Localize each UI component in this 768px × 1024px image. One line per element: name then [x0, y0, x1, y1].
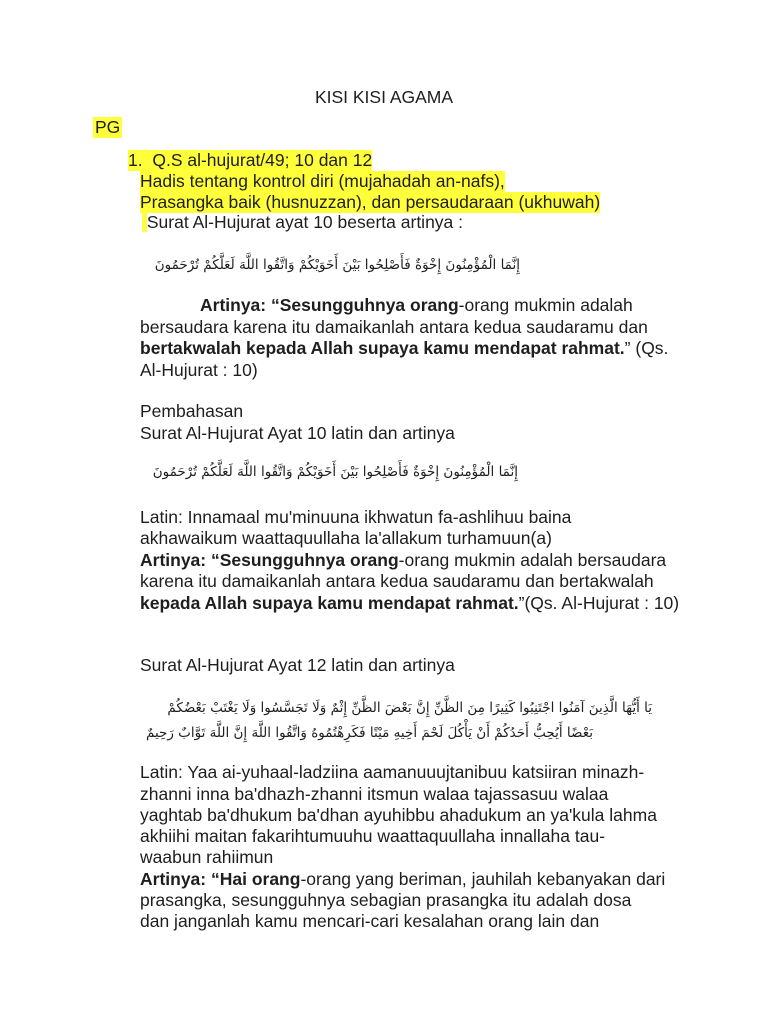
artinya3-line: [140, 869, 665, 890]
artinya1-line: bersaudara karena itu damaikanlah antara kedua saudaramu dan: [140, 317, 648, 337]
latin10-line: Latin: Innamaal mu'minuuna ikhwatun fa-ashlihuu baina: [140, 507, 572, 527]
artinya1-line: Al-Hujurat : 10): [140, 360, 258, 380]
latin12-line: akhiihi maitan fakarihtumuuhu waattaquullaha innallaha tau-: [140, 826, 606, 846]
latin10-line: akhawaikum waattaquullaha la'allakum turhamuun(a): [140, 528, 552, 548]
latin10-heading: Surat Al-Hujurat Ayat 10 latin dan artinya: [140, 423, 455, 443]
section-label-pg: PG: [95, 117, 121, 137]
surat10-heading: [142, 212, 463, 233]
topic-line: Prasangka baik (husnuzzan), dan persaudaraan (ukhuwah): [140, 192, 601, 212]
item1-heading: [128, 150, 372, 171]
artinya-bold: kepada Allah supaya kamu mendapat rahmat.: [140, 593, 519, 613]
artinya-text: ” (Qs.: [624, 338, 669, 358]
artinya-bold: bertakwalah kepada Allah supaya kamu mendapat rahmat.: [140, 338, 625, 358]
artinya-bold: Artinya: “Hai orang: [140, 869, 301, 889]
document-title: KISI KISI AGAMA: [314, 87, 454, 107]
surat10-heading-text: Surat Al-Hujurat ayat 10 beserta artinya :: [146, 212, 464, 232]
artinya-bold: Artinya: “Sesungguhnya orang: [140, 550, 399, 570]
artinya3-line: prasangka, sesungguhnya sebagian prasangka itu adalah dosa: [140, 890, 632, 910]
latin12-heading: Surat Al-Hujurat Ayat 12 latin dan artinya: [140, 655, 455, 675]
arabic-ayat10-repeat: إِنَّمَا الْمُؤْمِنُونَ إِخْوَةٌ فَأَصْلِحُوا بَيْنَ أَخَوَيْكُمْ وَاتَّقُوا اللَّهَ لَعَلَّكُمْ تُرْحَمُونَ: [152, 464, 518, 480]
artinya2-line: [140, 593, 679, 614]
arabic-ayat12-line: بَعْضًا أَيُحِبُّ أَحَدُكُمْ أَنْ يَأْكُلَ لَحْمَ أَخِيهِ مَيْتًا فَكَرِهْتُمُوهُ وَاتَّقُوا اللَّهَ إِنَّ اللَّهَ تَوَّابٌ رَحِيمٌ: [145, 725, 593, 741]
latin12-line: Latin: Yaa ai-yuhaal-ladziina aamanuuujtanibuu katsiiran minazh-: [140, 762, 645, 782]
artinya2-line: [140, 550, 666, 571]
topic-line: Hadis tentang kontrol diri (mujahadah an-nafs),: [140, 171, 505, 191]
item-number: 1.: [128, 150, 143, 170]
artinya3-line: dan janganlah kamu mencari-cari kesalahan orang lain dan: [140, 911, 600, 931]
latin12-line: waabun rahiimun: [140, 847, 274, 867]
artinya1-line: [140, 338, 668, 359]
arabic-ayat10: إِنَّمَا الْمُؤْمِنُونَ إِخْوَةٌ فَأَصْلِحُوا بَيْنَ أَخَوَيْكُمْ وَاتَّقُوا اللَّهَ لَعَلَّكُمْ تُرْحَمُونَ: [154, 257, 520, 273]
arabic-ayat12-line: يَا أَيُّهَا الَّذِينَ آمَنُوا اجْتَنِبُوا كَثِيرًا مِنَ الظَّنِّ إِنَّ بَعْضَ الظَّنِّ إِثْمٌ وَلَا تَجَسَّسُوا وَلَا يَغْتَبْ بَعْضُكُمْ: [167, 700, 652, 716]
item-heading-text: Q.S al-hujurat/49; 10 dan 12: [152, 150, 373, 170]
artinya2-line: karena itu damaikanlah antara kedua saudaramu dan bertakwalah: [140, 571, 654, 591]
artinya-text: ”(Qs. Al-Hujurat : 10): [518, 593, 680, 613]
latin12-line: zhanni inna ba'dhazh-zhanni itsmun walaa tajassasuu walaa: [140, 784, 609, 804]
pembahasan-heading: Pembahasan: [140, 401, 244, 421]
artinya1-line: [200, 295, 633, 316]
artinya-bold: Artinya: “Sesungguhnya orang: [200, 295, 459, 315]
artinya-text: -orang yang beriman, jauhilah kebanyakan dari: [300, 869, 666, 889]
latin12-line: yaghtab ba'dhukum ba'dhan ayuhibbu ahadukum an ya'kula lahma: [140, 805, 657, 825]
artinya-text: -orang mukmin adalah bersaudara: [398, 550, 667, 570]
artinya-text: -orang mukmin adalah: [458, 295, 633, 315]
